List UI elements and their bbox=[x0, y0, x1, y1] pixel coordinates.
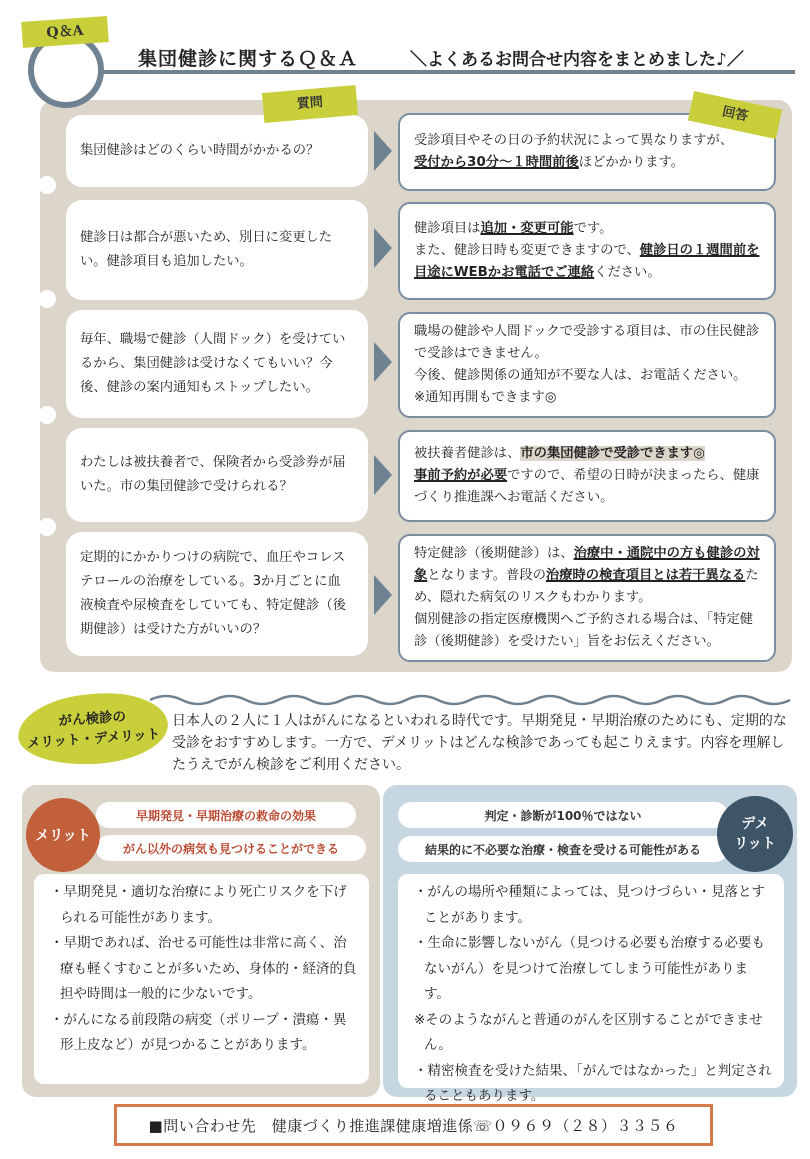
qa-answer-5: 特定健診（後期健診）は、治療中・通院中の方も健診の対象となります。普段の治療時の検査項目とは若干異なるため、隠れた病気のリスクもわかります。 個別健診の指定医療機関へご予約される場合は、「特定健診（後期健診）を受けたい」旨をお伝えください。 bbox=[398, 534, 776, 662]
qa-question-4: わたしは被扶養者で、保険者から受診券が届いた。市の集団健診で受けられる？ bbox=[66, 428, 368, 522]
qa-answer-1: 受診項目やその日の予約状況によって異なりますが、 受付から30分〜１時間前後ほどかかります。 bbox=[398, 113, 776, 191]
demerit-list bbox=[398, 874, 784, 1104]
panel-notch bbox=[38, 406, 56, 424]
arrow-right-icon bbox=[374, 342, 392, 382]
list-item: ・早期発見・適切な治療により死亡リスクを下げられる可能性があります。 bbox=[50, 884, 347, 926]
list-item: ・精密検査を受けた結果、「がんではなかった」と判定されることもあります。 bbox=[414, 1062, 772, 1104]
list-item: ・早期であれば、治せる可能性は非常に高く、治療も軽くすむことが多いため、身体的・経済的負担や時間は一般的に少ないです。 bbox=[50, 935, 357, 1002]
merit-list bbox=[34, 874, 369, 1084]
panel-notch bbox=[38, 518, 56, 536]
arrow-right-icon bbox=[374, 131, 392, 171]
list-item: ・生命に影響しないがん（見つける必要も治療する必要もないがん）を見つけて治療してしまう可能性があります。 bbox=[414, 935, 765, 1002]
qa-answer-2: 健診項目は追加・変更可能です。 また、健診日時も変更できますので、健診日の１週間前を目途にWEBかお電話でご連絡ください。 bbox=[398, 202, 776, 300]
arrow-right-icon bbox=[374, 228, 392, 268]
qa-question-3: 毎年、職場で健診（人間ドック）を受けているから、集団健診は受けなくてもいい？今後、健診の案内通知もストップしたい。 bbox=[66, 310, 368, 418]
arrow-right-icon bbox=[374, 575, 392, 615]
qa-question-5: 定期的にかかりつけの病院で、血圧やコレステロールの治療をしている。3か月ごとに血液検査や尿検査をしていても、特定健診（後期健診）は受けた方がいいの？ bbox=[66, 532, 368, 656]
cancer-intro-text: 日本人の２人に１人はがんになるといわれる時代です。早期発見・早期治療のためにも、定期的な受診をおすすめします。一方で、デメリットはどんな検診であっても起こりえます。内容を理解したうえでがん検診をご利用ください。 bbox=[172, 713, 787, 773]
qa-answer-4: 被扶養者健診は、市の集団健診で受診できます◎ 事前予約が必要ですので、希望の日時が決まったら、健康づくり推進課へお電話ください。 bbox=[398, 430, 776, 522]
question-label: 質問 bbox=[262, 85, 358, 123]
contact-info: ■問い合わせ先 健康づくり推進課健康増進係☏０９６９（２８）３３５６ bbox=[114, 1104, 713, 1146]
merit-pill: がん以外の病気も見つけることができる bbox=[96, 835, 366, 861]
demerit-pill: 結果的に不必要な治療・検査を受ける可能性がある bbox=[398, 836, 728, 862]
cancer-screening-bubble: がん検診の メリット・デメリット bbox=[16, 689, 171, 769]
panel-notch bbox=[38, 290, 56, 308]
list-item: ・がんの場所や種類によっては、見つけづらい・見落とすことがあります。 bbox=[414, 884, 765, 926]
qa-question-1: 集団健診はどのくらい時間がかかるの？ bbox=[66, 115, 368, 187]
page-subtitle: ＼よくあるお問合せ内容をまとめました♪／ bbox=[410, 50, 744, 70]
demerit-pill: 判定・診断が100％ではない bbox=[398, 802, 728, 828]
panel-notch bbox=[38, 176, 56, 194]
arrow-right-icon bbox=[374, 455, 392, 495]
list-item: ※そのようながんと普通のがんを区別することができません。 bbox=[414, 1011, 763, 1053]
page-title: 集団健診に関するＱ＆Ａ bbox=[138, 48, 359, 70]
answer-label: 回答 bbox=[688, 91, 782, 139]
merit-pill: 早期発見・早期治療の救命の効果 bbox=[96, 802, 356, 828]
list-item: ・がんになる前段階の病変（ポリープ・潰瘍・異形上皮など）が見つかることがあります。 bbox=[50, 1011, 347, 1053]
qa-answer-3: 職場の健診や人間ドックで受診する項目は、市の住民健診で受診はできません。 今後、健診関係の通知が不要な人は、お電話ください。 ※通知再開もできます◎ bbox=[398, 312, 776, 418]
demerit-badge: デメ リット bbox=[717, 796, 793, 872]
qa-tag: Q＆A bbox=[21, 16, 109, 48]
wave-divider bbox=[150, 688, 800, 712]
merit-badge: メリット bbox=[26, 798, 100, 872]
qa-question-2: 健診日は都合が悪いため、別日に変更したい。健診項目も追加したい。 bbox=[66, 200, 368, 300]
